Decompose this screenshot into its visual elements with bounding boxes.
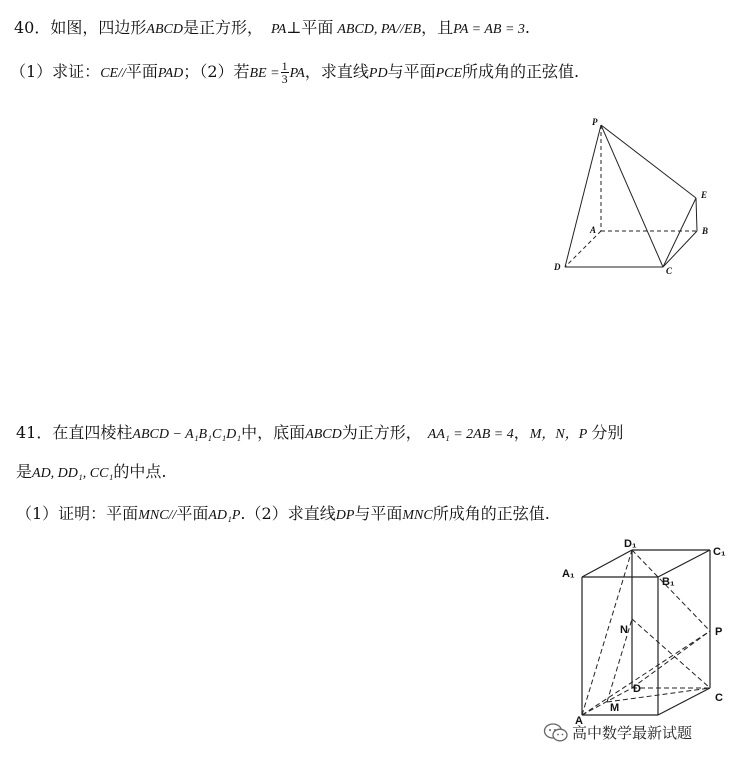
p41-math: AD, DD₁, CC₁ <box>32 466 114 481</box>
p41-math: ABCD − A₁B₁C₁D₁ <box>132 427 242 442</box>
edge-NC <box>632 619 710 688</box>
p41-line2 <box>16 462 166 484</box>
p41-figure <box>555 535 737 725</box>
p41-math: DP <box>335 508 355 523</box>
p40-math: PAD <box>157 66 184 81</box>
p40-text: 与平面 <box>387 62 436 81</box>
label-A: A <box>590 225 597 235</box>
edge-CB <box>663 231 697 267</box>
p40-part1-label: （1）求证： <box>10 62 101 81</box>
label-D1: D₁ <box>624 538 637 550</box>
p40-math: PA = AB = 3 <box>453 22 525 37</box>
edge-DP <box>632 631 710 688</box>
p41-text: 在直四棱柱 <box>52 423 133 442</box>
p41-text: 平面 <box>176 504 209 523</box>
p40-math: EB <box>403 22 422 37</box>
label-C1: C₁ <box>713 546 726 558</box>
p41-part1-label: （1）证明：平面 <box>16 504 139 523</box>
label-B1: B₁ <box>662 576 675 588</box>
p40-math: PA <box>289 66 305 81</box>
label-N: N <box>620 624 628 636</box>
p40-line1 <box>14 18 530 40</box>
label-A: A <box>575 715 583 725</box>
p40-frac-den: 3 <box>281 72 288 86</box>
watermark-text: 高中数学最新试题 <box>572 724 693 742</box>
p41-line3 <box>16 504 550 526</box>
p40-math: PCE <box>435 66 463 81</box>
p40-figure <box>545 110 720 280</box>
p40-math: BE = <box>249 66 280 81</box>
p41-math: // <box>168 508 177 523</box>
p40-math: PA <box>270 22 287 37</box>
edge-C1B1 <box>658 550 710 577</box>
edge-A1D1 <box>582 550 632 577</box>
p40-math: ABCD, PA <box>337 22 397 37</box>
p41-math: MNC <box>138 508 169 523</box>
label-D: D <box>554 262 561 272</box>
p41-text: ， <box>513 423 530 442</box>
p40-text: ，求直线 <box>304 62 369 81</box>
p40-math: ⊥ <box>286 18 302 37</box>
label-C: C <box>666 266 673 276</box>
label-E: E <box>701 190 708 200</box>
p40-math: CE <box>100 66 119 81</box>
p40-line2 <box>10 60 579 85</box>
p41-text: 的中点. <box>113 462 167 481</box>
p40-text: 如图，四边形 <box>50 18 147 37</box>
edge-D1P <box>632 550 710 631</box>
p40-text: 是正方形， <box>182 18 263 37</box>
p40-text: 所成角的正弦值. <box>462 62 580 81</box>
p41-text: 与平面 <box>354 504 403 523</box>
label-P: P <box>715 626 723 638</box>
p40-fraction <box>281 60 289 85</box>
edge-PD <box>565 125 601 267</box>
p41-number: 41． <box>16 423 53 442</box>
edge-AD <box>565 231 601 267</box>
p41-math: M，N，P <box>529 427 588 442</box>
edge-AP <box>582 631 710 715</box>
p40-text: 平面 <box>125 62 158 81</box>
edge-CE <box>663 198 696 267</box>
label-B: B <box>702 226 709 236</box>
label-P: P <box>592 117 598 127</box>
p40-text: 平面 <box>301 18 334 37</box>
p40-number: 40． <box>14 18 51 37</box>
p41-text: 所成角的正弦值. <box>432 504 550 523</box>
p41-text: 为正方形， <box>341 423 422 442</box>
edge-PC <box>601 125 663 267</box>
p41-math: AD₁P <box>208 508 241 523</box>
p40-text: . <box>524 18 530 37</box>
p41-part2-label: .（2）求直线 <box>240 504 336 523</box>
p41-line1 <box>16 423 623 445</box>
p40-math: // <box>118 66 126 81</box>
p40-text: ，且 <box>421 18 454 37</box>
edge-PE <box>601 125 696 198</box>
p40-part2-label: （2）若 <box>199 62 250 81</box>
wechat-icon <box>543 722 569 744</box>
p40-frac-num: 1 <box>281 59 288 73</box>
label-D: D <box>633 683 641 695</box>
p41-text: 中，底面 <box>241 423 306 442</box>
p40-text: ； <box>183 62 200 81</box>
edge-EB <box>696 198 697 231</box>
p41-text: 分别 <box>591 423 624 442</box>
edge-BC <box>658 688 710 715</box>
label-C: C <box>715 692 723 704</box>
p41-text: 是 <box>16 462 33 481</box>
p41-math: MNC <box>402 508 433 523</box>
p40-math: PD <box>368 66 388 81</box>
p40-math: ABCD <box>146 22 183 37</box>
label-A1: A₁ <box>562 568 575 580</box>
p41-math: AA₁ = 2AB = 4 <box>427 427 514 442</box>
p41-math: ABCD <box>305 427 342 442</box>
p40-math: // <box>396 22 404 37</box>
label-M: M <box>610 702 620 714</box>
